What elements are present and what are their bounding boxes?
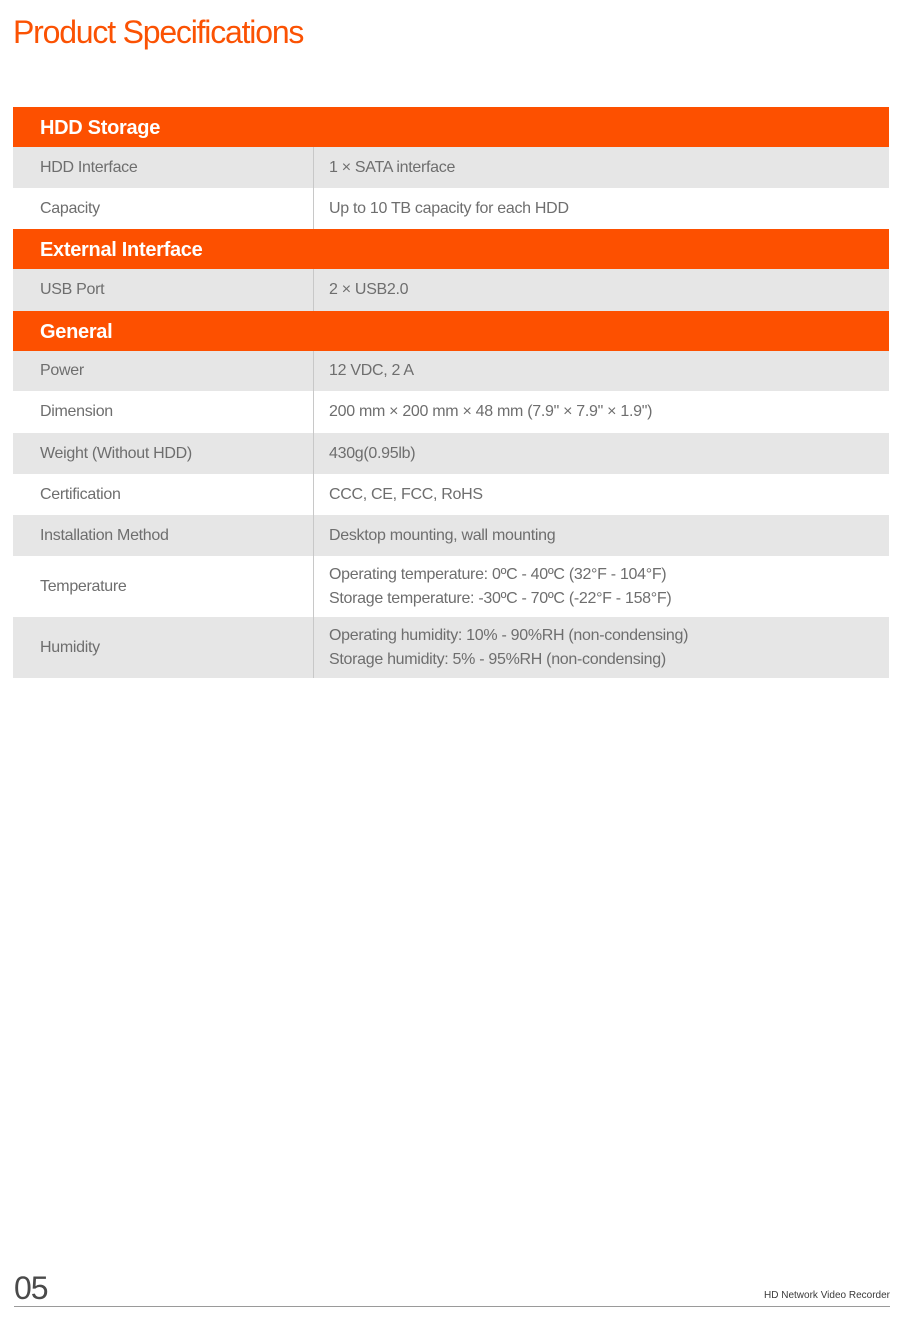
spec-row-installation-method [13, 515, 889, 556]
spec-value-line: Operating temperature: 0ºC - 40ºC (32°F - 104°F) [329, 565, 667, 583]
spec-label: Humidity [40, 638, 100, 656]
spec-value-line: Up to 10 TB capacity for each HDD [329, 199, 569, 217]
spec-label: Power [40, 362, 84, 379]
footer-doc-title: HD Network Video Recorder [764, 1290, 890, 1301]
spec-value [313, 269, 889, 311]
spec-label: Certification [40, 485, 121, 503]
spec-row-power [13, 351, 889, 391]
section-header-hdd-storage: HDD Storage [13, 107, 889, 147]
footer-divider [14, 1306, 890, 1307]
spec-label: Weight (Without HDD) [40, 444, 192, 462]
section-header-external-interface: External Interface [13, 229, 889, 269]
spec-row-temperature [13, 556, 889, 617]
spec-label: Installation Method [40, 526, 169, 544]
spec-value-line: 1 × SATA interface [329, 158, 456, 176]
spec-value [313, 433, 889, 474]
spec-label: USB Port [40, 281, 105, 298]
spec-row-humidity [13, 617, 889, 678]
spec-value-line: Storage temperature: -30ºC - 70ºC (-22°F - 158°F) [329, 589, 672, 607]
footer-page-number: 05 [14, 1270, 48, 1306]
spec-value [313, 617, 889, 678]
spec-value-line: 430g(0.95lb) [329, 444, 416, 462]
spec-value-line: 2 × USB2.0 [329, 281, 409, 298]
spec-row-weight [13, 433, 889, 474]
spec-label: Dimension [40, 403, 113, 420]
spec-value-line: CCC, CE, FCC, RoHS [329, 485, 483, 503]
spec-row-hdd-interface [13, 147, 889, 188]
spec-label: HDD Interface [40, 158, 138, 176]
spec-row-certification [13, 474, 889, 515]
spec-row-usb-port [13, 269, 889, 311]
spec-table [13, 107, 889, 678]
spec-value-line: Desktop mounting, wall mounting [329, 526, 556, 544]
spec-value [313, 474, 889, 515]
spec-value-line: 200 mm × 200 mm × 48 mm (7.9" × 7.9" × 1.9") [329, 403, 653, 420]
section-header-general: General [13, 311, 889, 351]
spec-value-line: 12 VDC, 2 A [329, 362, 414, 379]
spec-value-line: Storage humidity: 5% - 95%RH (non-condensing) [329, 650, 666, 668]
spec-value [313, 147, 889, 188]
spec-value [313, 391, 889, 433]
spec-value [313, 556, 889, 617]
page-title: Product Specifications [13, 14, 304, 50]
spec-label: Capacity [40, 199, 100, 217]
spec-value-line: Operating humidity: 10% - 90%RH (non-condensing) [329, 626, 689, 644]
spec-value [313, 351, 889, 391]
spec-value [313, 515, 889, 556]
spec-row-capacity [13, 188, 889, 229]
spec-value [313, 188, 889, 229]
spec-label: Temperature [40, 577, 127, 595]
spec-row-dimension [13, 391, 889, 433]
